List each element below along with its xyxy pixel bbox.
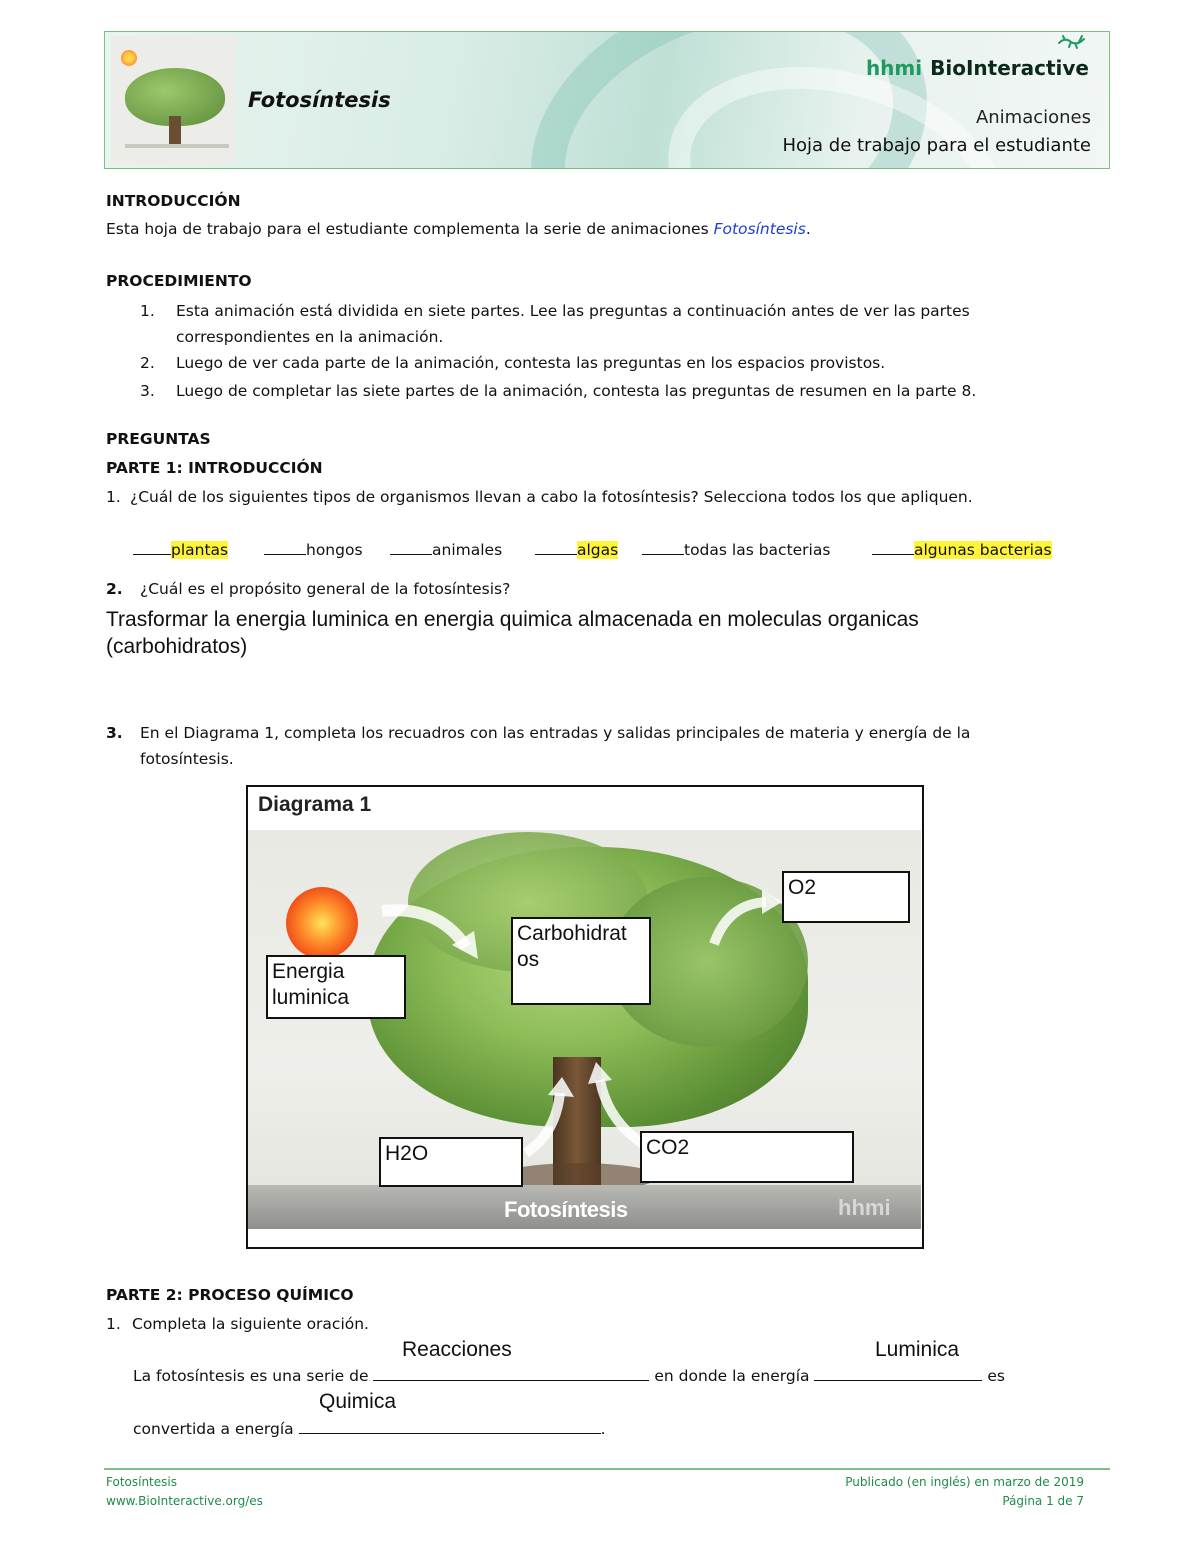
question-text: Completa la siguiente oración.	[132, 1315, 369, 1333]
fill-answer-quimica: Quimica	[319, 1390, 397, 1413]
tree-thumbnail-image	[111, 36, 235, 164]
sentence-text: en donde la energía	[654, 1367, 810, 1385]
footer-url[interactable]: www.BioInteractive.org/es	[106, 1494, 263, 1508]
tree-trunk-shape	[169, 116, 181, 146]
procedure-item-text-cont: correspondientes en la animación.	[176, 328, 444, 346]
answer-blank[interactable]	[872, 540, 914, 555]
answer-box-energy[interactable]	[266, 955, 406, 1019]
box-text: Energia	[272, 960, 345, 983]
procedure-heading: PROCEDIMIENTO	[106, 272, 252, 290]
option-algunas-bacterias[interactable]	[872, 540, 1052, 559]
answer-blank[interactable]	[642, 540, 684, 555]
answer-blank[interactable]	[299, 1419, 601, 1434]
header-title: Fotosíntesis	[248, 88, 391, 112]
sun-icon	[121, 50, 137, 66]
answer-line: Trasformar la energia luminica en energia quimica almacenada en moleculas organicas	[106, 608, 919, 631]
option-label: algas	[577, 541, 619, 559]
part2-heading: PARTE 2: PROCESO QUÍMICO	[106, 1286, 354, 1304]
question-3	[106, 720, 970, 772]
part1-heading: PARTE 1: INTRODUCCIÓN	[106, 459, 323, 477]
answer-blank[interactable]	[264, 540, 306, 555]
box-text: os	[517, 948, 540, 971]
header-subtitle-worksheet: Hoja de trabajo para el estudiante	[782, 135, 1091, 156]
sentence-text: La fotosíntesis es una serie de	[133, 1367, 369, 1385]
option-animales[interactable]	[390, 540, 502, 559]
o2-out-arrow-icon	[708, 882, 788, 952]
question-text: ¿Cuál es el propósito general de la fotosíntesis?	[140, 580, 511, 598]
logo-bio-text: BioInteractive	[930, 56, 1089, 80]
question-number: 3.	[106, 724, 123, 742]
answer-blank[interactable]	[390, 540, 432, 555]
procedure-item-number: 3.	[140, 382, 155, 400]
header-banner	[104, 31, 1110, 169]
h2o-in-arrow-icon	[520, 1077, 580, 1157]
header-subtitle-animations: Animaciones	[975, 107, 1091, 128]
fill-answer-reacciones: Reacciones	[402, 1338, 512, 1361]
procedure-item-2	[140, 350, 885, 376]
sun-icon	[286, 887, 358, 959]
intro-text	[106, 216, 811, 242]
option-label: todas las bacterias	[684, 541, 831, 559]
question-text-cont: fotosíntesis.	[140, 750, 234, 768]
ground-shape	[125, 144, 229, 148]
answer-box-o2[interactable]	[782, 871, 910, 923]
box-text: CO2	[646, 1136, 690, 1159]
question-number: 1.	[106, 488, 121, 506]
footer-published: Publicado (en inglés) en marzo de 2019	[845, 1475, 1084, 1489]
sentence-line-2	[133, 1416, 606, 1442]
option-hongos[interactable]	[264, 540, 363, 559]
question-2	[106, 576, 510, 602]
procedure-item-number: 2.	[140, 354, 155, 372]
lizard-logo-icon	[1057, 34, 1087, 50]
footer-page-number: Página 1 de 7	[1002, 1494, 1084, 1508]
part2-question-1	[106, 1311, 369, 1337]
answer-blank[interactable]	[814, 1366, 982, 1381]
option-label: algunas bacterias	[914, 541, 1052, 559]
option-todas-las-bacterias[interactable]	[642, 540, 830, 559]
footer-title: Fotosíntesis	[106, 1475, 177, 1489]
intro-heading: INTRODUCCIÓN	[106, 192, 241, 210]
procedure-item-text: Esta animación está dividida en siete partes. Lee las preguntas a continuación antes de ver las partes	[176, 302, 970, 320]
intro-text-after: .	[805, 220, 811, 238]
diagram-footer-label: Fotosíntesis	[504, 1197, 628, 1222]
footer-divider	[104, 1468, 1110, 1470]
answer-blank[interactable]	[133, 540, 171, 555]
box-text: luminica	[272, 986, 350, 1009]
box-text: Carbohidrat	[517, 922, 627, 945]
question-number: 1.	[106, 1315, 121, 1333]
question-2-answer[interactable]	[106, 606, 919, 660]
question-1	[106, 484, 973, 510]
question-number: 2.	[106, 580, 123, 598]
sentence-text: .	[600, 1420, 606, 1438]
intro-text-before: Esta hoja de trabajo para el estudiante complementa la serie de animaciones	[106, 220, 714, 238]
answer-blank[interactable]	[373, 1366, 649, 1381]
option-label: plantas	[171, 541, 229, 559]
intro-animation-link[interactable]: Fotosíntesis	[713, 220, 806, 238]
sentence-line-1	[133, 1363, 1005, 1389]
box-text: H2O	[385, 1142, 429, 1165]
procedure-item-3	[140, 378, 976, 404]
answer-box-h2o[interactable]	[379, 1137, 523, 1187]
diagram-footer-logo: hhmi	[838, 1195, 891, 1220]
questions-heading: PREGUNTAS	[106, 430, 211, 448]
option-algas[interactable]	[535, 540, 618, 559]
sentence-text: es	[987, 1367, 1005, 1385]
question-text: En el Diagrama 1, completa los recuadros con las entradas y salidas principales de materia y energía de la	[140, 724, 971, 742]
sentence-text: convertida a energía	[133, 1420, 294, 1438]
procedure-item-number: 1.	[140, 302, 155, 320]
procedure-item-1	[140, 298, 970, 350]
fill-answer-luminica: Luminica	[875, 1338, 960, 1361]
question-text: ¿Cuál de los siguientes tipos de organismos llevan a cabo la fotosíntesis? Selecciona todos los que apliquen.	[130, 488, 973, 506]
box-text: O2	[788, 876, 817, 899]
logo-hhmi-text: hhmi	[865, 56, 923, 80]
procedure-item-text: Luego de completar las siete partes de la animación, contesta las preguntas de resumen en la parte 8.	[176, 382, 977, 400]
answer-line: (carbohidratos)	[106, 635, 248, 658]
answer-box-co2[interactable]	[640, 1131, 854, 1183]
answer-blank[interactable]	[535, 540, 577, 555]
diagram-title: Diagrama 1	[258, 793, 372, 816]
answer-box-carbohydrates[interactable]	[511, 917, 651, 1005]
option-label: animales	[432, 541, 503, 559]
option-label: hongos	[306, 541, 363, 559]
option-plantas[interactable]	[133, 540, 228, 559]
biointeractive-logo	[866, 56, 1089, 80]
diagram-1	[246, 785, 924, 1249]
procedure-item-text: Luego de ver cada parte de la animación, contesta las preguntas en los espacios provistos.	[176, 354, 886, 372]
